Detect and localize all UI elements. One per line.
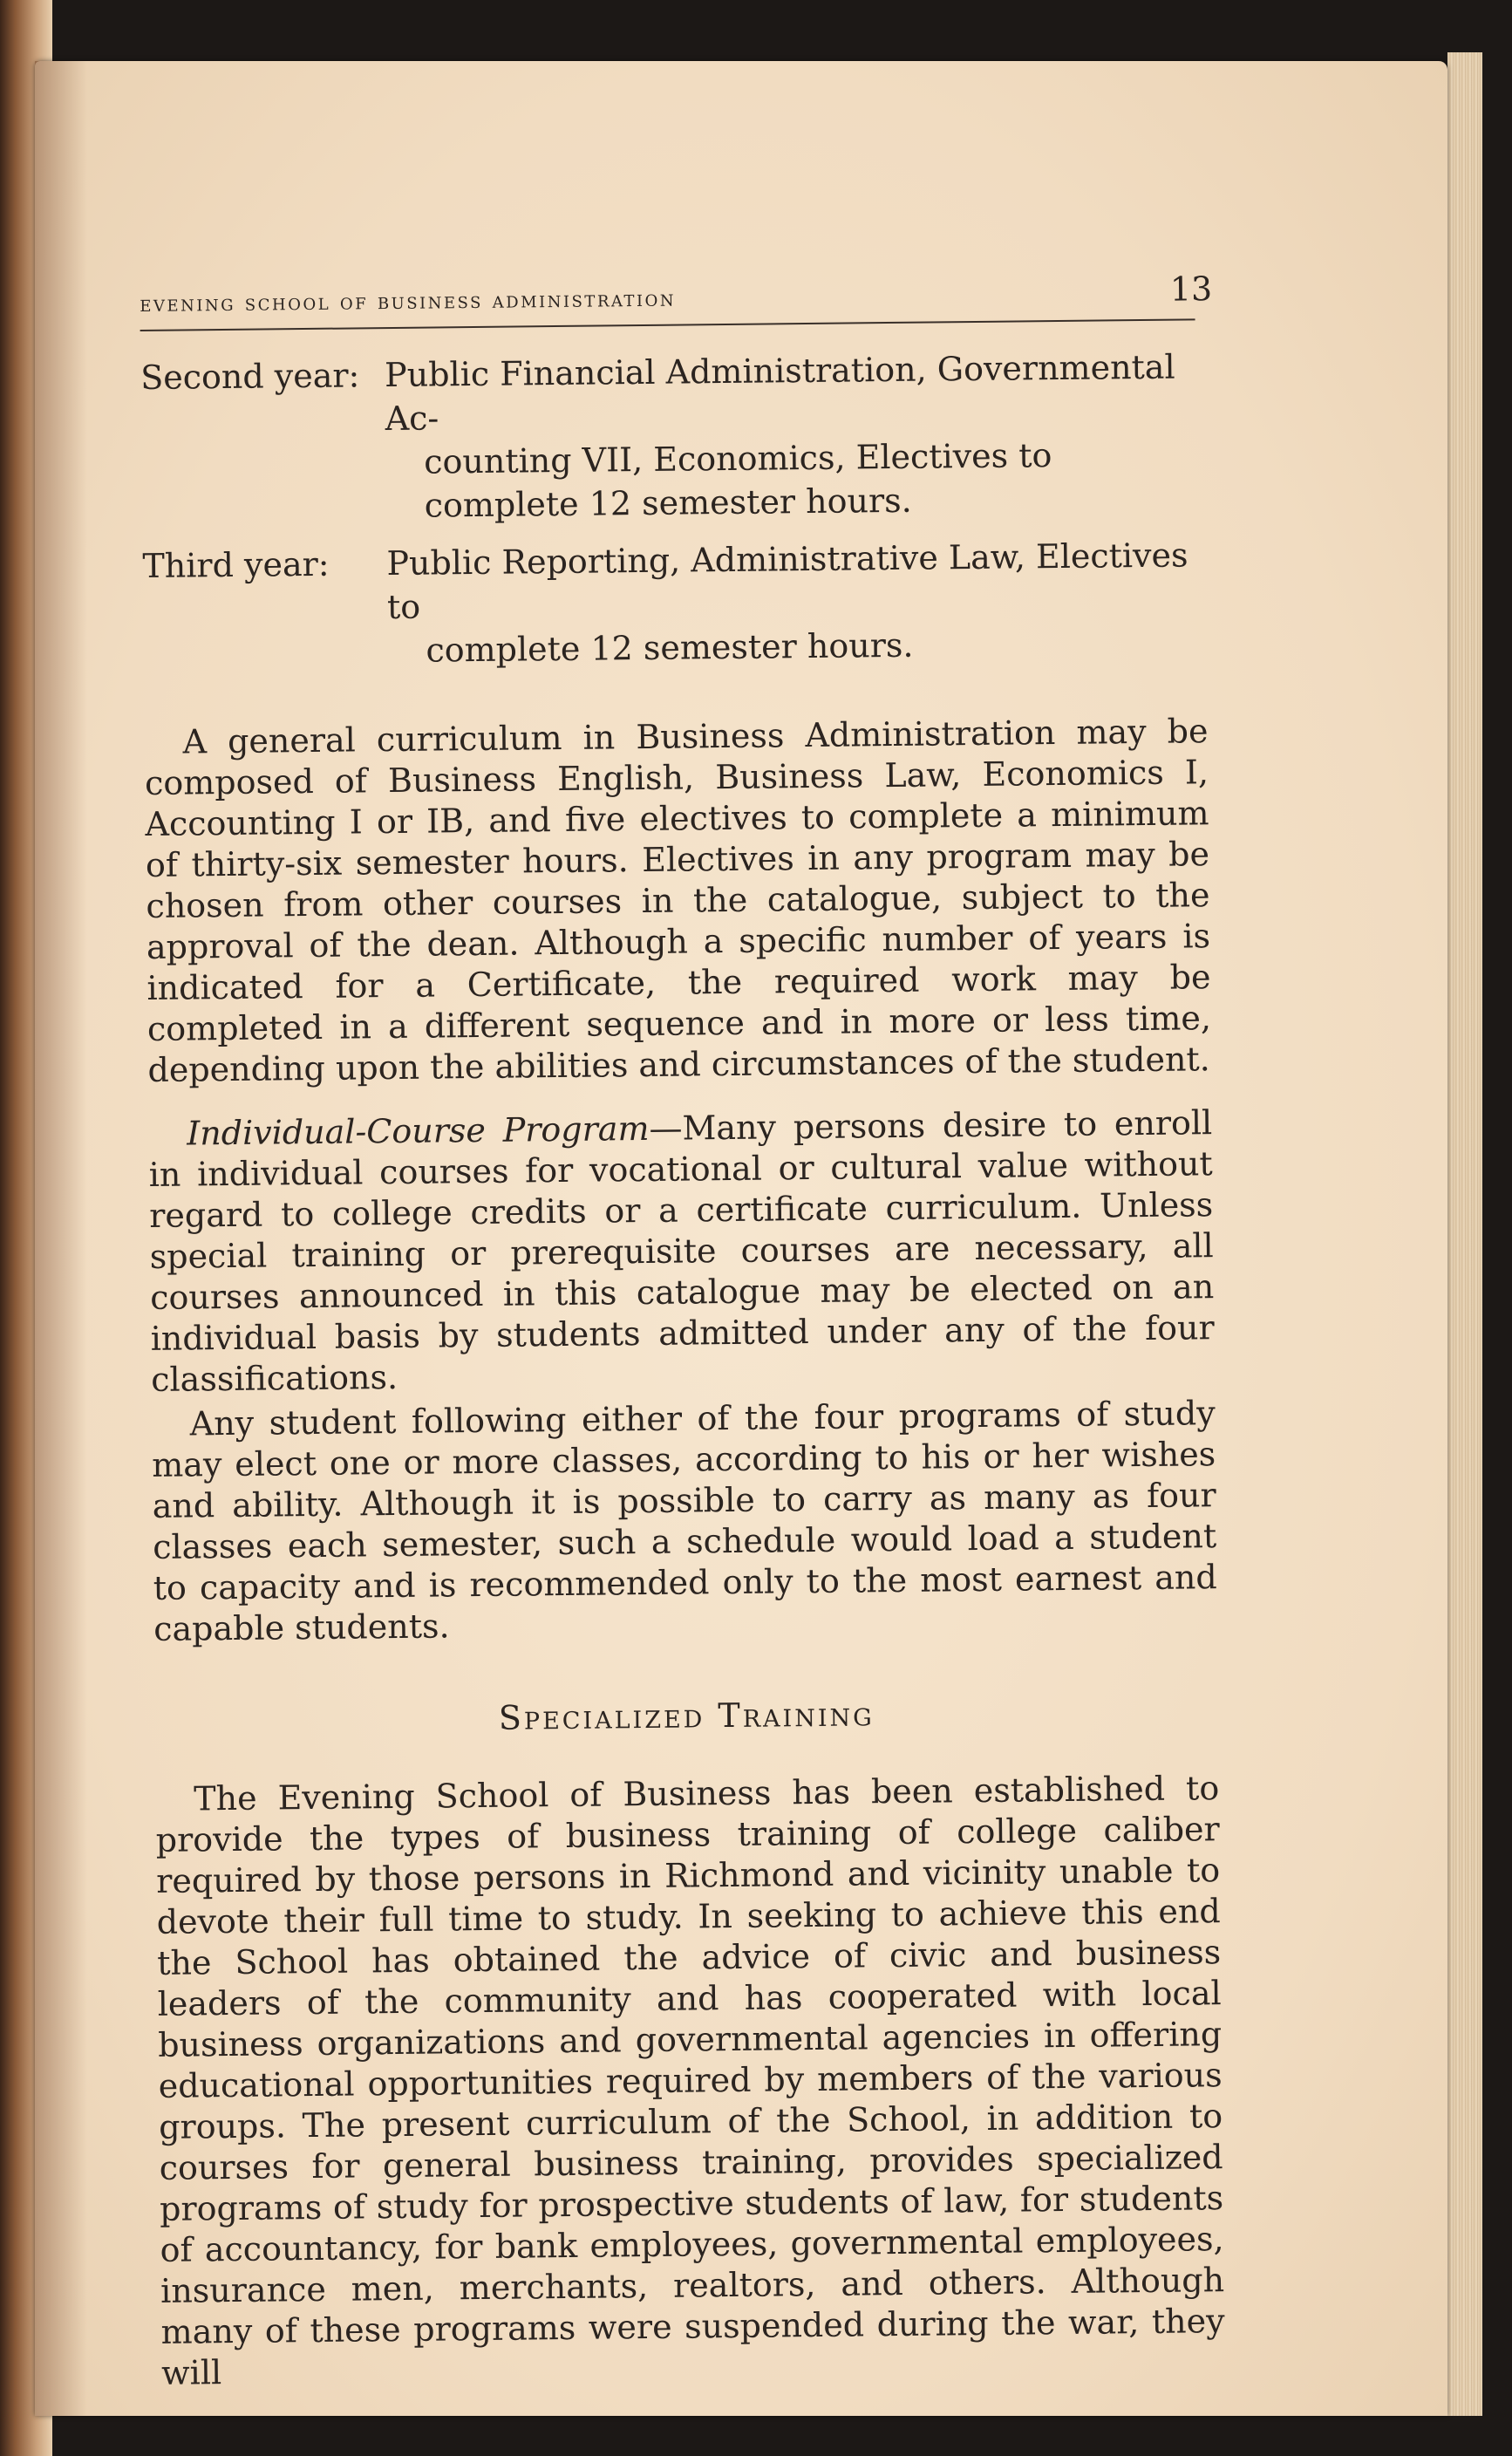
running-title: evening school of business administration — [140, 285, 677, 317]
individual-course-heading: Individual-Course Program — [187, 1109, 650, 1153]
program-description-continued: counting VII, Economics, Electives to complete 12 semester hours. — [423, 436, 1052, 525]
running-header — [140, 268, 1213, 328]
section-heading: Specialized Training — [498, 1695, 875, 1737]
any-student-paragraph: Any student following either of the four programs of study may elect one or more classes, according to his or her wishes and ability. Although it is possible to carry as many as four classes each semester, such a schedule would load a student to capacity and is recommended only to the most earnest and capable students. — [152, 1394, 1217, 1648]
program-description — [385, 345, 1206, 528]
program-label: Third year: — [142, 544, 330, 585]
specialized-training-paragraph: The Evening School of Business has been established to provide the types of business training of college caliber required by those persons in Richmond and vicinity unable to devote their full time to study. In seeking to achieve this end the School has obtained the advice of civic and business leaders of the community and has cooperated with local business organizations and governmental agencies in offering educational opportunities required by members of the various groups. The present curriculum of the School, in addition to courses for general business training, provides specialized programs of study for prospective students of law, for students of accountancy, for bank employees, governmental employees, insurance men, merchants, realtors, and others. Although many of these programs were suspended during the war, they will — [155, 1769, 1225, 2392]
page-edges — [1447, 52, 1482, 2416]
individual-course-paragraph — [148, 1102, 1215, 1401]
program-label: Second year: — [140, 356, 360, 397]
program-description-continued: complete 12 semester hours. — [426, 625, 914, 670]
program-description-first-line: Public Reporting, Administrative Law, Electives to — [386, 536, 1188, 627]
program-row-second-year — [140, 345, 1206, 530]
general-curriculum-paragraph: A general curriculum in Business Administration may be composed of Business English, Business Law, Economics I, Accounting I or IB, and five electives to complete a minimum of thirty-six semester hours. Electives in any program may be chosen from other courses in the catalogue, subject to the approval of the dean. Although a specific number of years is indicated for a Certificate, the required work may be completed in a different sequence and in more or less time, depending upon the abilities and circumstances of the student. — [144, 712, 1212, 1089]
gutter-shadow — [35, 61, 87, 2416]
individual-course-text: —Many persons desire to enroll in individual courses for vocational or cultural value without regard to college credits or a certificate curriculum. Unless special training or prerequisite courses are necessary, all courses announced in this catalogue may be elected on an individual basis by students admitted under any of the four classifications. — [148, 1103, 1215, 1399]
program-description — [386, 533, 1208, 672]
program-row-third-year — [142, 533, 1208, 675]
program-description-first-line: Public Financial Administration, Governmental Ac- — [384, 347, 1175, 439]
page-number: 13 — [1169, 269, 1213, 309]
page-text — [140, 268, 1225, 2394]
